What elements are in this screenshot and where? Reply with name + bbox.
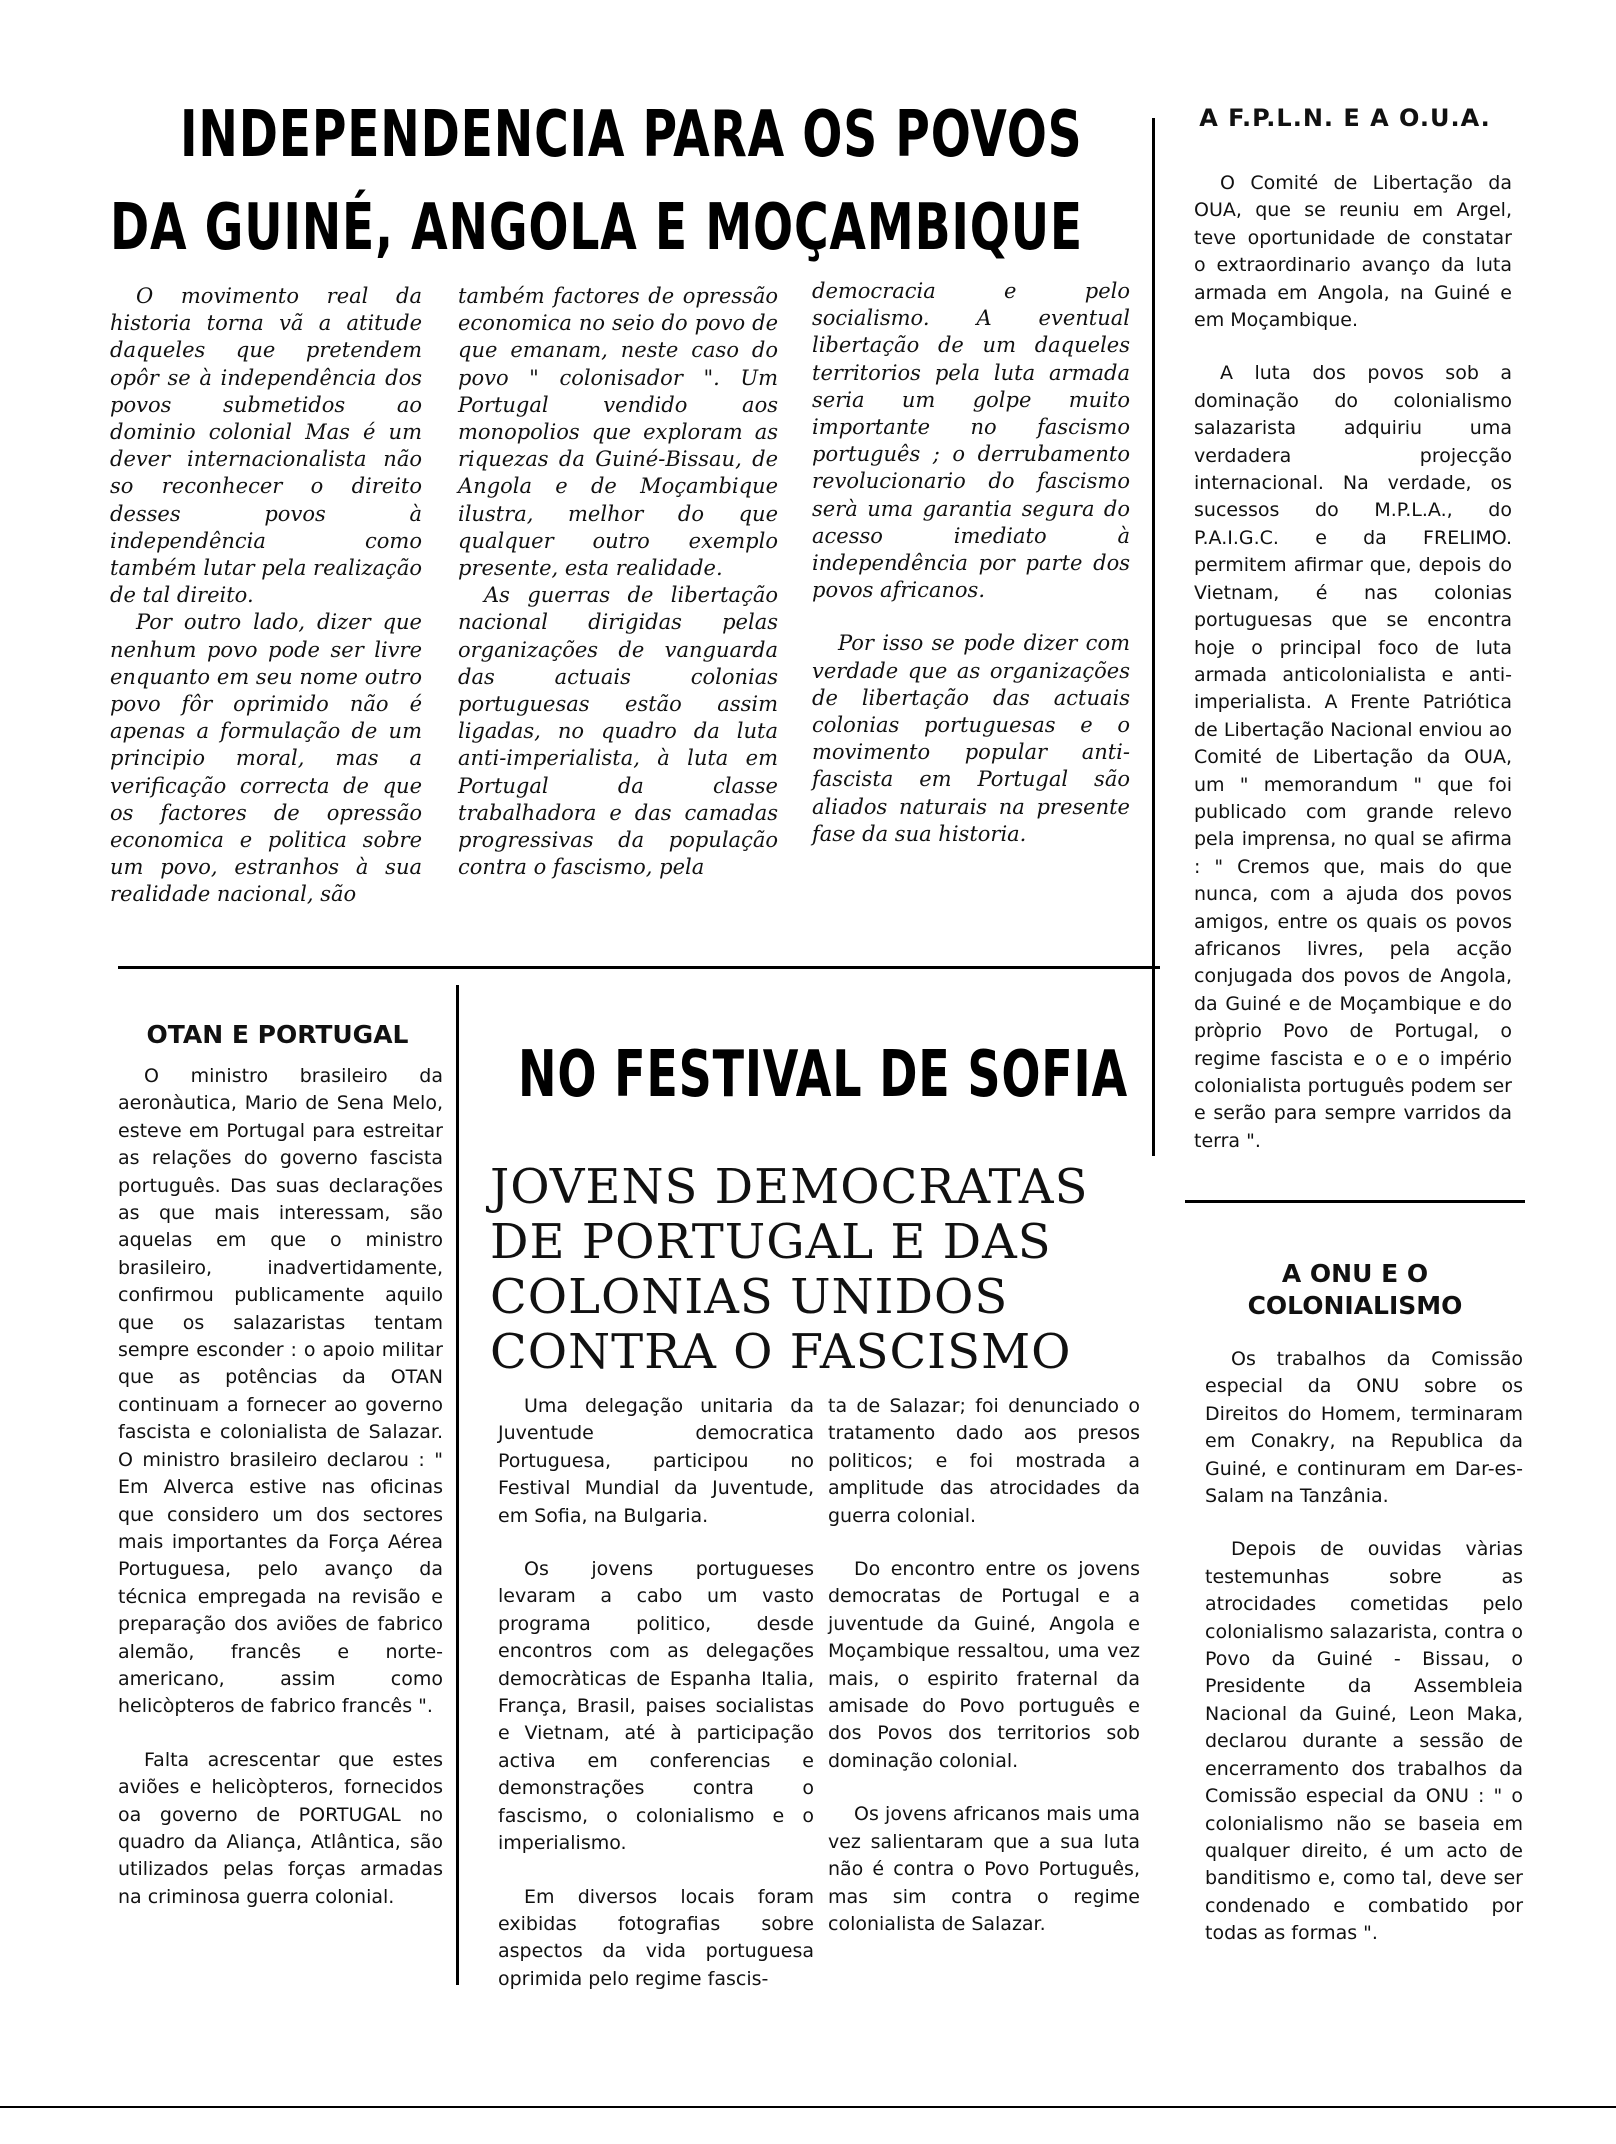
sofia-col2-paragraph-1: ta de Salazar; foi denunciado o tratamento dado aos presos politicos; e foi mostrada a amplitude das atrocidades da guerra colonial.: [828, 1395, 1140, 1527]
sofia-subheadline-line-3: COLONIAS UNIDOS: [490, 1269, 1009, 1325]
fpln-article: [1194, 170, 1512, 1155]
otan-article: [118, 1063, 443, 1911]
onu-article: [1205, 1346, 1523, 1948]
onu-title-line-1: A ONU E O: [1281, 1259, 1429, 1288]
otan-paragraph-1: O ministro brasileiro da aeronàutica, Mario de Sena Melo, esteve em Portugal para estreitar as relações do governo fascista português. Das suas declarações as que mais interessam, são aquelas em que o ministro brasileiro, inadvertidamente, confirmou publicamente aquilo que os salazaristas tentam sempre esconder : o apoio militar que as potências da OTAN continuam a fornecer ao governo fascista e colonialista de Salazar. O ministro brasileiro declarou : " Em Alverca estive nas oficinas que considero um dos sectores mais importantes da Força Aérea Portuguesa, pelo avanço da técnica empregada na revisão e preparação dos aviões de fabrico alemão, francês e norte-americano, assim como helicòpteros de fabrico francês ".: [118, 1065, 443, 1718]
main-article-column-1: [110, 283, 422, 909]
sofia-col2-paragraph-3: Os jovens africanos mais uma vez salientaram que a sua luta não é contra o Povo Português, mas sim contra o regime colonialista de Salazar.: [828, 1803, 1140, 1935]
sofia-subheadline-line-1: JOVENS DEMOCRATAS: [490, 1159, 1089, 1215]
sofia-col1-paragraph-2: Os jovens portugueses levaram a cabo um vasto programa politico, desde encontros com as delegações democràticas de Espanha Italia, França, Brasil, paises socialistas e Vietnam, até à participação activa em conferencias e demonstrações contra o fascismo, o colonialismo e o imperialismo.: [498, 1558, 814, 1855]
main-headline-line1: INDEPENDENCIA PARA OS POVOS: [180, 98, 1083, 172]
right-column-divider: [1152, 118, 1155, 1156]
main-col1-paragraph-2: Por outro lado, dizer que nenhum povo pode ser livre enquanto em seu nome outro povo fôr oprimido não é apenas a formulação de um principio moral, mas a verificação correcta de que os factores de opressão economica e politica sobre um povo, estranhos à sua realidade nacional, são: [110, 610, 422, 907]
onu-title-line-2: COLONIALISMO: [1247, 1291, 1463, 1320]
main-col1-paragraph-1: O movimento real da historia torna vã a atitude daqueles que pretendem opôr se à independência dos povos submetidos ao dominio colonial Mas é um dever internacionalista não so reconhecer o direito desses povos à independência como também lutar pela realização de tal direito.: [110, 284, 422, 608]
sofia-col1-paragraph-3: Em diversos locais foram exibidas fotografias sobre aspectos da vida portuguesa oprimida pelo regime fascis-: [498, 1885, 814, 1990]
onu-top-rule: [1185, 1200, 1525, 1203]
fpln-paragraph-2: A luta dos povos sob a dominação do colonialismo salazarista adquiriu uma verdadera projecção internacional. Na verdade, os sucessos do M.P.L.A., do P.A.I.G.C. e da FRELIMO. permitem afirmar que, depois do Vietnam, é nas colonias portuguesas que se encontra hoje o principal foco de luta armada anticolonialista e anti-imperialista. A Frente Patriótica de Libertação Nacional enviou ao Comité de Libertação da OUA, um " memorandum " que foi publicado com grande relevo pela imprensa, no qual se afirma : " Cremos que, mais do que nunca, com a ajuda dos povos amigos, entre os quais os povos africanos livres, pela acção conjugada dos povos de Angola, da Guiné e de Moçambique e do pròprio Povo de Portugal, o regime fascista e o e o império colonialista português podem ser e serão para sempre varridos da terra ".: [1194, 362, 1512, 1152]
onu-title: [1185, 1258, 1525, 1322]
onu-paragraph-2: Depois de ouvidas vàrias testemunhas sobre as atrocidades cometidas pelo colonialismo salazarista, contra o Povo da Guiné - Bissau, o Presidente da Assembleia Nacional da Guiné, Leon Maka, declarou durante a sessão de encerramento dos trabalhos da Comissão especial da ONU : " o colonialismo não se baseia em qualquer direito, é um acto de banditismo e, como tal, deve ser condenado e combatido por todas as formas ".: [1205, 1538, 1523, 1945]
main-headline-line2: DA GUINÉ, ANGOLA E MOÇAMBIQUE: [110, 191, 1083, 265]
page-bottom-rule: [0, 2106, 1616, 2108]
main-col2-paragraph-2: As guerras de libertação nacional dirigidas pelas organizações de vanguarda das actuais colonias portuguesas estão assim ligadas, no quadro da luta anti-imperialista, à luta em Portugal da classe trabalhadora e das camadas progressivas da população contra o fascismo, pela: [458, 583, 778, 880]
onu-paragraph-1: Os trabalhos da Comissão especial da ONU sobre os Direitos do Homem, terminaram em Conakry, na Republica da Guiné, e continuram em Dar-es-Salam na Tanzânia.: [1205, 1348, 1523, 1508]
fpln-title: A F.P.L.N. E A O.U.A.: [1199, 104, 1491, 132]
main-col3-paragraph-2: Por isso se pode dizer com verdade que as organizações de libertação das actuais colonias portuguesas e o movimento popular anti-fascista em Portugal são aliados naturais na presente fase da sua historia.: [812, 631, 1130, 846]
fpln-paragraph-1: O Comité de Libertação da OUA, que se reuniu em Argel, teve oportunidade de constatar o extraordinario avanço da luta armada em Angola, na Guiné e em Moçambique.: [1194, 172, 1512, 332]
sofia-headline: NO FESTIVAL DE SOFIA: [518, 1038, 1128, 1112]
sofia-left-divider: [456, 985, 459, 1985]
main-article-bottom-rule: [118, 966, 1160, 969]
sofia-column-1: [498, 1393, 814, 1993]
sofia-column-2: [828, 1393, 1140, 1938]
sofia-col2-paragraph-2: Do encontro entre os jovens democratas de Portugal e a juventude da Guiné, Angola e Moçambique ressaltou, uma vez mais, o espirito fraternal da amisade do Povo português e dos Povos dos territorios sob dominação colonial.: [828, 1558, 1140, 1772]
main-article-column-3: [812, 278, 1130, 848]
sofia-col1-paragraph-1: Uma delegação unitaria da Juventude democratica Portuguesa, participou no Festival Mundial da Juventude, em Sofia, na Bulgaria.: [498, 1395, 814, 1527]
sofia-subheadline-line-2: DE PORTUGAL E DAS: [490, 1214, 1052, 1270]
sofia-subheadline-line-4: CONTRA O FASCISMO: [490, 1324, 1072, 1380]
sofia-subheadline: [490, 1160, 1090, 1380]
main-col2-paragraph-1: também factores de opressão economica no seio do povo de que emanam, neste caso do povo " colonisador ". Um Portugal vendido aos monopolios que exploram as riquezas da Guiné-Bissau, de Angola e de Moçambique ilustra, melhor do que qualquer outro exemplo presente, esta realidade.: [458, 284, 778, 581]
otan-title: OTAN E PORTUGAL: [146, 1020, 409, 1049]
main-col3-paragraph-1: democracia e pelo socialismo. A eventual libertação de um daqueles territorios pela luta armada seria um golpe muito importante no fascismo português ; o derrubamento revolucionario do fascismo serà uma garantia segura do acesso imediato à independência por parte dos povos africanos.: [812, 279, 1130, 603]
otan-paragraph-2: Falta acrescentar que estes aviões e helicòpteros, fornecidos oa governo de PORTUGAL no quadro da Aliança, Atlântica, são utilizados pelas forças armadas na criminosa guerra colonial.: [118, 1748, 443, 1908]
main-article-column-2: [458, 283, 778, 881]
